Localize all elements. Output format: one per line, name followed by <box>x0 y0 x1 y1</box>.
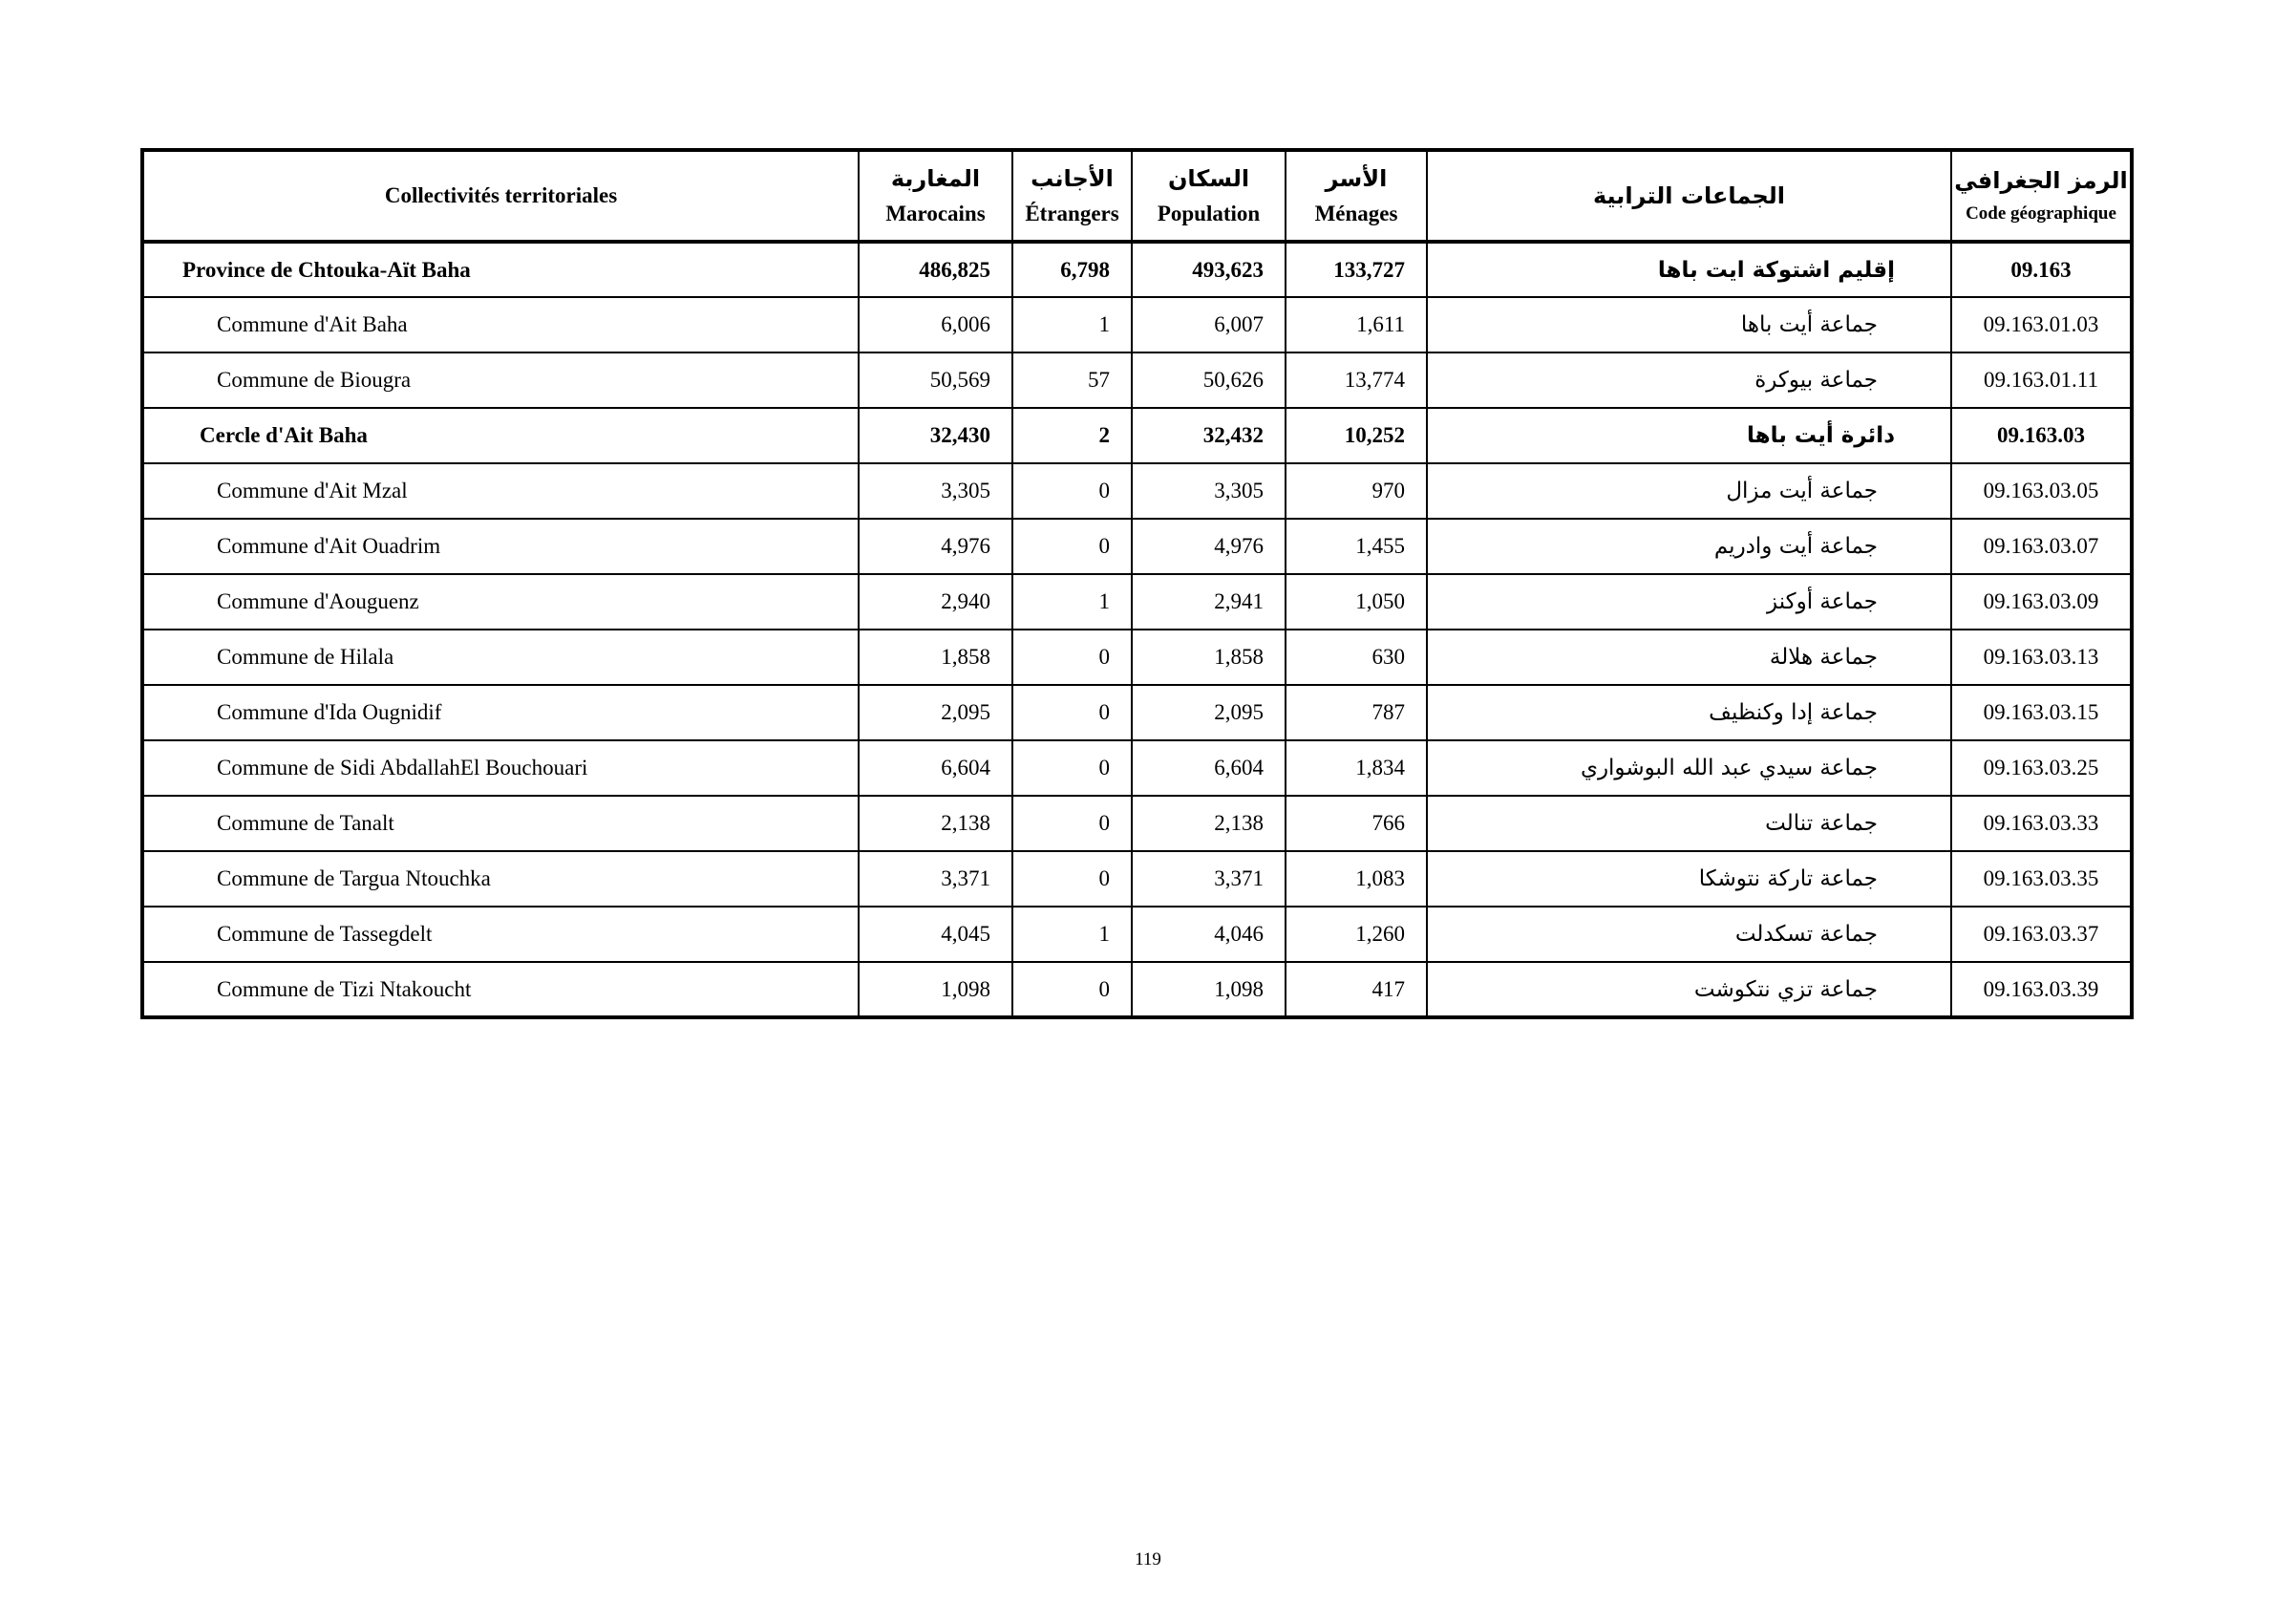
header-menages <box>1286 150 1427 242</box>
cell-population: 4,976 <box>1132 519 1286 574</box>
header-code-fr: Code géographique <box>1966 203 2116 224</box>
cell-menages: 1,260 <box>1286 907 1427 962</box>
header-population-fr: Population <box>1157 202 1261 225</box>
cell-name-ar: جماعة أوكنز <box>1427 574 1951 630</box>
cell-code: 09.163.03.25 <box>1951 740 2132 796</box>
cell-name-ar: جماعة تاركة نتوشكا <box>1427 851 1951 907</box>
cell-name-fr: Commune de Sidi AbdallahEl Bouchouari <box>142 740 859 796</box>
cell-marocains: 3,371 <box>859 851 1012 907</box>
cell-name-fr: Commune d'Ait Ouadrim <box>142 519 859 574</box>
cell-name-ar: جماعة تزي نتكوشت <box>1427 962 1951 1017</box>
cell-menages: 766 <box>1286 796 1427 851</box>
cell-code: 09.163.03 <box>1951 408 2132 463</box>
header-etrangers-fr: Étrangers <box>1025 202 1119 225</box>
header-jamaat-ar: الجماعات الترابية <box>1592 182 1786 209</box>
header-population <box>1132 150 1286 242</box>
cell-menages: 1,050 <box>1286 574 1427 630</box>
cell-population: 6,007 <box>1132 297 1286 352</box>
cell-population: 1,858 <box>1132 630 1286 685</box>
cell-menages: 787 <box>1286 685 1427 740</box>
cell-code: 09.163.01.11 <box>1951 352 2132 408</box>
table-row <box>142 408 2132 463</box>
cell-marocains: 2,138 <box>859 796 1012 851</box>
cell-code: 09.163.03.09 <box>1951 574 2132 630</box>
cell-menages: 417 <box>1286 962 1427 1017</box>
header-menages-ar: الأسر <box>1325 165 1388 192</box>
cell-marocains: 6,604 <box>859 740 1012 796</box>
cell-name-fr: Commune de Hilala <box>142 630 859 685</box>
cell-menages: 1,834 <box>1286 740 1427 796</box>
cell-name-fr: Commune de Tizi Ntakoucht <box>142 962 859 1017</box>
header-marocains <box>859 150 1012 242</box>
cell-etrangers: 1 <box>1012 907 1132 962</box>
table-row <box>142 630 2132 685</box>
cell-name-fr: Province de Chtouka-Aït Baha <box>142 242 859 297</box>
census-table <box>140 148 2134 1019</box>
cell-menages: 1,455 <box>1286 519 1427 574</box>
cell-population: 493,623 <box>1132 242 1286 297</box>
cell-population: 32,432 <box>1132 408 1286 463</box>
header-etrangers <box>1012 150 1132 242</box>
cell-name-fr: Commune d'Aouguenz <box>142 574 859 630</box>
cell-marocains: 6,006 <box>859 297 1012 352</box>
cell-name-fr: Commune de Targua Ntouchka <box>142 851 859 907</box>
cell-population: 4,046 <box>1132 907 1286 962</box>
cell-code: 09.163.03.35 <box>1951 851 2132 907</box>
cell-marocains: 1,858 <box>859 630 1012 685</box>
cell-code: 09.163.03.39 <box>1951 962 2132 1017</box>
cell-etrangers: 0 <box>1012 851 1132 907</box>
cell-name-fr: Commune d'Ait Baha <box>142 297 859 352</box>
cell-etrangers: 0 <box>1012 519 1132 574</box>
cell-menages: 10,252 <box>1286 408 1427 463</box>
cell-name-ar: جماعة بيوكرة <box>1427 352 1951 408</box>
cell-code: 09.163.03.37 <box>1951 907 2132 962</box>
cell-menages: 133,727 <box>1286 242 1427 297</box>
cell-name-fr: Commune de Biougra <box>142 352 859 408</box>
cell-marocains: 4,976 <box>859 519 1012 574</box>
table-row <box>142 907 2132 962</box>
header-code-ar: الرمز الجغرافي <box>1954 167 2128 194</box>
header-code <box>1951 150 2132 242</box>
table-row <box>142 796 2132 851</box>
table-row <box>142 740 2132 796</box>
cell-name-ar: جماعة إدا وكنظيف <box>1427 685 1951 740</box>
cell-name-ar: جماعة أيت مزال <box>1427 463 1951 519</box>
header-row <box>142 150 2132 242</box>
table-row <box>142 519 2132 574</box>
header-marocains-ar: المغاربة <box>890 165 981 192</box>
cell-population: 3,305 <box>1132 463 1286 519</box>
cell-menages: 970 <box>1286 463 1427 519</box>
table-row <box>142 962 2132 1017</box>
cell-menages: 13,774 <box>1286 352 1427 408</box>
cell-name-ar: جماعة تنالت <box>1427 796 1951 851</box>
cell-name-fr: Commune de Tassegdelt <box>142 907 859 962</box>
cell-menages: 630 <box>1286 630 1427 685</box>
cell-population: 2,138 <box>1132 796 1286 851</box>
header-marocains-fr: Marocains <box>885 202 986 225</box>
cell-etrangers: 0 <box>1012 740 1132 796</box>
cell-code: 09.163.03.05 <box>1951 463 2132 519</box>
cell-etrangers: 2 <box>1012 408 1132 463</box>
header-menages-fr: Ménages <box>1314 202 1398 225</box>
table-row <box>142 352 2132 408</box>
header-jamaat <box>1427 150 1951 242</box>
cell-population: 50,626 <box>1132 352 1286 408</box>
cell-etrangers: 0 <box>1012 630 1132 685</box>
cell-marocains: 2,095 <box>859 685 1012 740</box>
table-row <box>142 574 2132 630</box>
cell-population: 2,095 <box>1132 685 1286 740</box>
cell-marocains: 4,045 <box>859 907 1012 962</box>
cell-etrangers: 0 <box>1012 962 1132 1017</box>
cell-code: 09.163.01.03 <box>1951 297 2132 352</box>
cell-menages: 1,083 <box>1286 851 1427 907</box>
cell-code: 09.163 <box>1951 242 2132 297</box>
cell-name-fr: Cercle d'Ait Baha <box>142 408 859 463</box>
cell-name-fr: Commune d'Ait Mzal <box>142 463 859 519</box>
table-row <box>142 242 2132 297</box>
cell-name-fr: Commune de Tanalt <box>142 796 859 851</box>
table-body <box>142 242 2132 1017</box>
cell-marocains: 1,098 <box>859 962 1012 1017</box>
cell-name-ar: إقليم اشتوكة ايت باها <box>1427 242 1951 297</box>
cell-etrangers: 0 <box>1012 463 1132 519</box>
cell-population: 3,371 <box>1132 851 1286 907</box>
cell-code: 09.163.03.33 <box>1951 796 2132 851</box>
cell-etrangers: 1 <box>1012 574 1132 630</box>
cell-code: 09.163.03.07 <box>1951 519 2132 574</box>
cell-etrangers: 57 <box>1012 352 1132 408</box>
cell-population: 2,941 <box>1132 574 1286 630</box>
cell-etrangers: 0 <box>1012 796 1132 851</box>
cell-etrangers: 1 <box>1012 297 1132 352</box>
cell-menages: 1,611 <box>1286 297 1427 352</box>
cell-code: 09.163.03.13 <box>1951 630 2132 685</box>
table-row <box>142 685 2132 740</box>
cell-name-fr: Commune d'Ida Ougnidif <box>142 685 859 740</box>
cell-marocains: 50,569 <box>859 352 1012 408</box>
cell-name-ar: جماعة هلالة <box>1427 630 1951 685</box>
header-population-ar: السكان <box>1167 165 1250 192</box>
cell-marocains: 486,825 <box>859 242 1012 297</box>
cell-name-ar: جماعة تسكدلت <box>1427 907 1951 962</box>
page-number: 119 <box>1135 1549 1161 1570</box>
cell-name-ar: جماعة أيت باها <box>1427 297 1951 352</box>
cell-population: 6,604 <box>1132 740 1286 796</box>
cell-name-ar: جماعة سيدي عبد الله البوشواري <box>1427 740 1951 796</box>
cell-name-ar: جماعة أيت وادريم <box>1427 519 1951 574</box>
table-row <box>142 463 2132 519</box>
cell-code: 09.163.03.15 <box>1951 685 2132 740</box>
header-collectivites: Collectivités territoriales <box>142 150 859 242</box>
cell-etrangers: 6,798 <box>1012 242 1132 297</box>
cell-marocains: 32,430 <box>859 408 1012 463</box>
header-etrangers-ar: الأجانب <box>1031 165 1114 192</box>
cell-name-ar: دائرة أيت باها <box>1427 408 1951 463</box>
cell-population: 1,098 <box>1132 962 1286 1017</box>
table-row <box>142 297 2132 352</box>
table-row <box>142 851 2132 907</box>
cell-marocains: 2,940 <box>859 574 1012 630</box>
cell-etrangers: 0 <box>1012 685 1132 740</box>
cell-marocains: 3,305 <box>859 463 1012 519</box>
